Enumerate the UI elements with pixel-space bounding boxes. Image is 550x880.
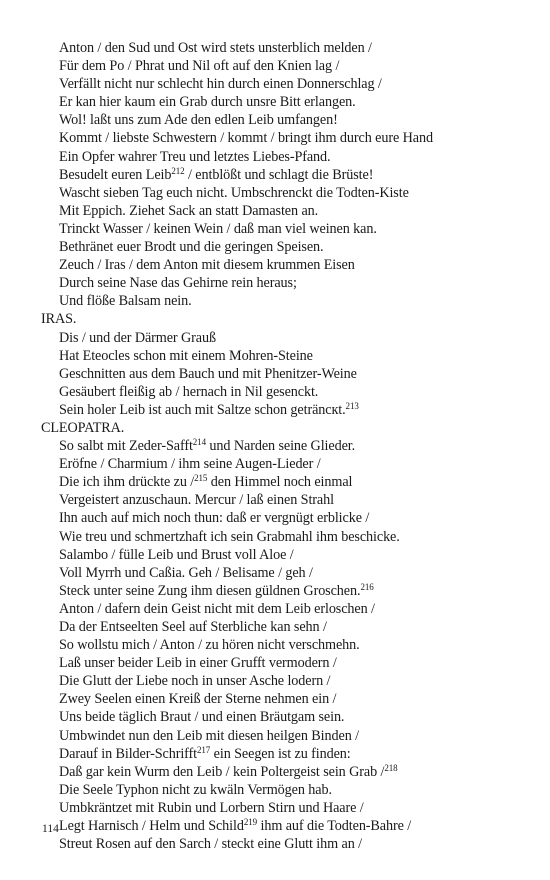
verse-line (41, 365, 511, 383)
line-text: Sein holer Leib ist auch mit Saltze schon geträncкt. (59, 401, 346, 418)
footnote-marker: 215 (194, 473, 208, 484)
footnote-marker: 219 (243, 817, 258, 828)
line-text: Vergeistert anzuschaun. Mercur / laß einen Strahl (59, 492, 334, 509)
line-text: Darauf in Bilder-Schrifft (59, 745, 197, 762)
line-text: Anton / den Sud und Ost wird stets unsterblich melden / (59, 40, 372, 56)
verse-line (41, 509, 511, 527)
verse-line (41, 491, 511, 509)
line-text: Wascht sieben Tag euch nicht. Umbschrenckt die Todten-Kiste (59, 184, 409, 201)
line-text: Voll Myrrh und Caßia. Geh / Belisame / geh / (59, 564, 313, 581)
verse-line (41, 799, 511, 817)
line-text: IRAS. (41, 311, 77, 328)
line-text: ein Seegen ist zu finden: (210, 745, 351, 762)
line-text: den Himmel noch einmal (207, 474, 353, 491)
line-text: Geschnitten aus dem Bauch und mit Phenitzer-Weine (59, 365, 357, 382)
line-text: Gesäubert fleißig ab / hernach in Nil gesenckt. (59, 383, 319, 400)
verse-line (41, 383, 511, 401)
footnote-marker: 217 (197, 744, 211, 755)
line-text: Umbkräntzet mit Rubin und Lorbern Stirn und Haare / (59, 799, 364, 816)
line-text: Zwey Seelen einen Kreiß der Sterne nehmen ein / (59, 691, 337, 708)
line-text: Eröfne / Charmium / ihm seine Augen-Lieder / (59, 456, 321, 473)
line-text: So wollstu mich / Anton / zu hören nicht verschmehn. (59, 637, 360, 654)
line-text: Durch seine Nase das Gehirne rein heraus; (59, 275, 297, 292)
line-text: Er kan hier kaum ein Grab durch unsre Bitt erlangen. (59, 94, 356, 111)
verse-line (41, 745, 511, 763)
verse-line (41, 654, 511, 672)
verse-line (41, 636, 511, 654)
footnote-marker: 213 (345, 400, 359, 411)
verse-line (41, 329, 511, 347)
verse-line (41, 39, 511, 57)
line-text: Da der Entseelten Seel auf Sterbliche kan sehn / (59, 619, 327, 635)
footnote-marker: 214 (192, 437, 206, 448)
footnote-marker: 218 (384, 762, 398, 773)
line-text: Legt Harnisch / Helm und Schild (59, 818, 244, 835)
line-text: Hat Eteocles schon mit einem Mohren-Steine (59, 347, 313, 364)
verse-line (41, 817, 511, 835)
verse-line (41, 238, 511, 256)
verse-line (41, 763, 511, 781)
verse-line (41, 618, 511, 636)
verse-line (41, 148, 511, 166)
verse-line (41, 220, 511, 238)
line-text: Steck unter seine Zung ihm diesen güldnen Groschen. (59, 582, 361, 599)
line-text: Mit Eppich. Ziehet Sack an statt Damasten an. (59, 202, 319, 219)
line-text: ihm auf die Todten-Bahre / (257, 818, 412, 835)
verse-line (41, 600, 511, 618)
verse-line (41, 690, 511, 708)
line-text: Zeuch / Iras / dem Anton mit diesem krummen Eisen (59, 257, 355, 274)
line-text: So salbt mit Zeder-Safft (59, 438, 193, 455)
verse-line (41, 708, 511, 726)
line-text: / entblößt und schlagt die Brüste! (184, 166, 374, 183)
line-text: Streut Rosen auf den Sarch / steckt eine Glutt ihm an / (59, 836, 363, 853)
verse-line (41, 184, 511, 202)
verse-line (41, 111, 511, 129)
verse-line (41, 75, 511, 93)
line-text: Die ich ihm drückte zu / (59, 474, 195, 491)
line-text: CLEOPATRA. (41, 419, 125, 436)
line-text: Umbwindet nun den Leib mit diesen heilgen Binden / (59, 727, 359, 744)
verse-line (41, 166, 511, 184)
line-text: Die Glutt der Liebe noch in unser Asche lodern / (59, 673, 331, 690)
verse-line (41, 347, 511, 365)
verse-line (41, 401, 511, 419)
line-text: Die Seele Typhon nicht zu kwäln Vermögen hab. (59, 781, 332, 798)
verse-line (41, 546, 511, 564)
footnote-marker: 212 (171, 165, 185, 176)
line-text: Besudelt euren Leib (59, 166, 172, 183)
line-text: Salambo / fülle Leib und Brust voll Aloe / (59, 546, 294, 563)
verse-line (41, 455, 511, 473)
verse-line (41, 256, 511, 274)
page-number: 114 (42, 823, 59, 835)
verse-line (41, 582, 511, 600)
verse-line (41, 129, 511, 147)
verse-line (41, 781, 511, 799)
verse-line (41, 672, 511, 690)
verse-line (41, 473, 511, 491)
verse-line (41, 528, 511, 546)
verse-line (41, 437, 511, 455)
verse-text (41, 39, 511, 853)
line-text: und Narden seine Glieder. (205, 438, 356, 455)
verse-line (41, 93, 511, 111)
line-text: Anton / dafern dein Geist nicht mit dem Leib erloschen / (59, 600, 375, 617)
verse-line (41, 292, 511, 310)
line-text: Dis / und der Därmer Grauß (59, 329, 216, 346)
footnote-marker: 216 (360, 581, 374, 592)
line-text: Ein Opfer wahrer Treu und letztes Liebes-Pfand. (59, 148, 331, 165)
line-text: Daß gar kein Wurm den Leib / kein Poltergeist sein Grab / (59, 763, 385, 780)
verse-line (41, 202, 511, 220)
line-text: Kommt / liebste Schwestern / kommt / bringt ihm durch eure Hand (59, 130, 433, 147)
verse-line (41, 564, 511, 582)
line-text: Laß unser beider Leib in einer Grufft vermodern / (59, 655, 337, 672)
line-text: Wie treu und schmertzhaft ich sein Grabmahl ihm beschicke. (59, 528, 400, 545)
verse-line (41, 274, 511, 292)
line-text: Ihn auch auf mich noch thun: daß er vergnügt erblicke / (59, 510, 370, 527)
verse-line (41, 835, 511, 853)
line-text: Für dem Po / Phrat und Nil oft auf den Knien lag / (59, 58, 340, 75)
line-text: Verfällt nicht nur schlecht hin durch einen Donnerschlag / (59, 76, 382, 93)
speaker-name (41, 310, 511, 328)
verse-line (41, 57, 511, 75)
verse-line (41, 727, 511, 745)
line-text: Und flöße Balsam nein. (59, 293, 192, 310)
line-text: Uns beide täglich Braut / und einen Bräutgam sein. (59, 709, 345, 726)
speaker-name (41, 419, 511, 437)
line-text: Trinckt Wasser / keinen Wein / daß man viel weinen kan. (59, 220, 377, 237)
line-text: Bethränet euer Brodt und die geringen Speisen. (59, 239, 324, 256)
line-text: Wol! laßt uns zum Ade den edlen Leib umfangen! (59, 112, 338, 129)
